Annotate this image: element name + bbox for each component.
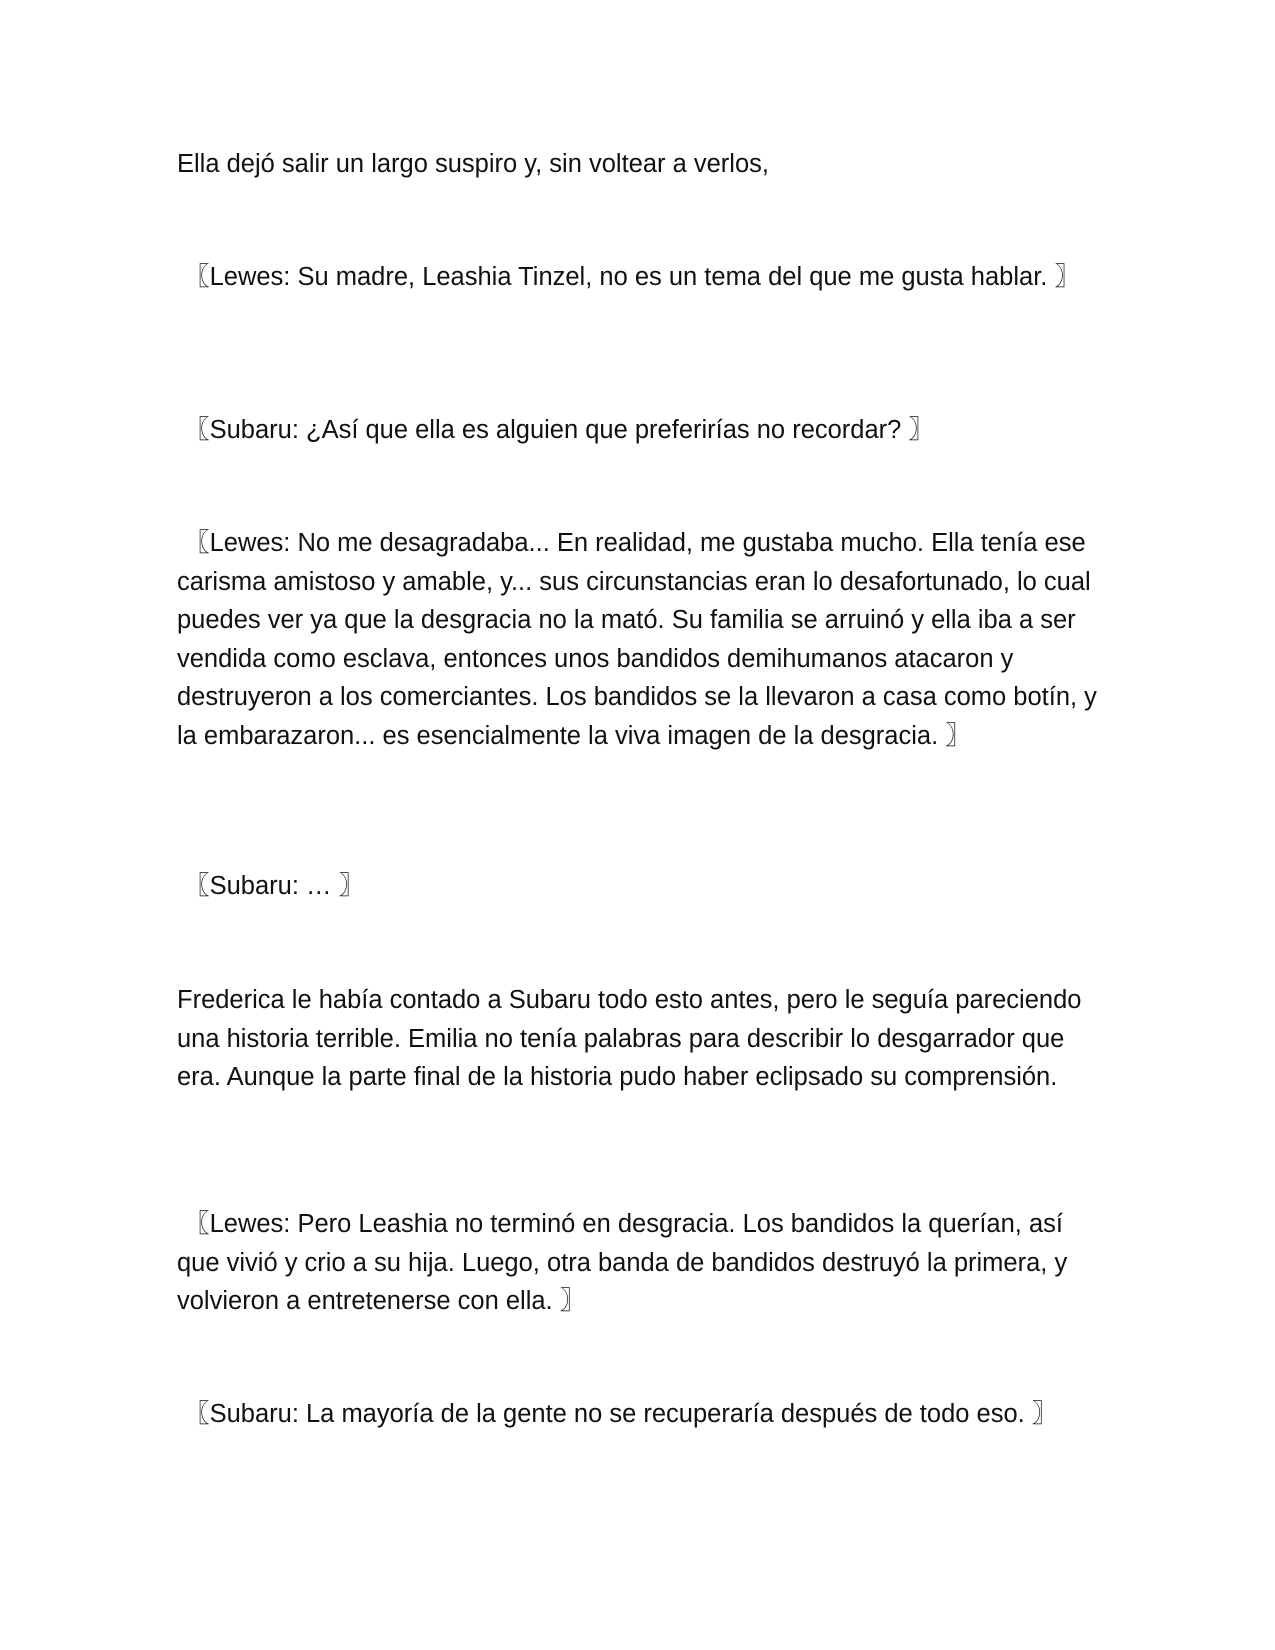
dialogue-subaru: 〖Subaru: La mayoría de la gente no se recuperaría después de todo eso. 〗 xyxy=(177,1400,1058,1428)
dialogue-lewes: 〖Lewes: Pero Leashia no terminó en desgracia. Los bandidos la querían, así que vivió y crio a su hija. Luego, otra banda de bandidos destruyó la primera, y volvieron a entretenerse con ella. 〗 xyxy=(177,1210,1075,1315)
narration-paragraph: Frederica le había contado a Subaru todo esto antes, pero le seguía pareciendo una historia terrible. Emilia no tenía palabras para describir lo desgarrador que era. Aunque la parte final de la historia pudo haber eclipsado su comprensión. xyxy=(177,986,1089,1091)
narration-paragraph: Ella dejó salir un largo suspiro y, sin voltear a verlos, xyxy=(177,150,769,178)
dialogue-lewes: 〖Lewes: Su madre, Leashia Tinzel, no es un tema del que me gusta hablar. 〗 xyxy=(177,263,1080,291)
dialogue-lewes: 〖Lewes: No me desagradaba... En realidad, me gustaba mucho. Ella tenía ese carisma amistoso y amable, y... sus circunstancias eran lo desafortunado, lo cual puedes ver ya que la desgracia no la mató. Su familia se arruinó y ella iba a ser vendida como esclava, entonces unos bandidos demihumanos atacaron y destruyeron a los comerciantes. Los bandidos se la llevaron a casa como botín, y la embarazaron... es esencialmente la viva imagen de la desgracia. 〗 xyxy=(177,529,1105,750)
dialogue-subaru: 〖Subaru: ¿Así que ella es alguien que preferirías no recordar? 〗 xyxy=(177,416,934,444)
dialogue-subaru: 〖Subaru: … 〗 xyxy=(177,872,365,900)
